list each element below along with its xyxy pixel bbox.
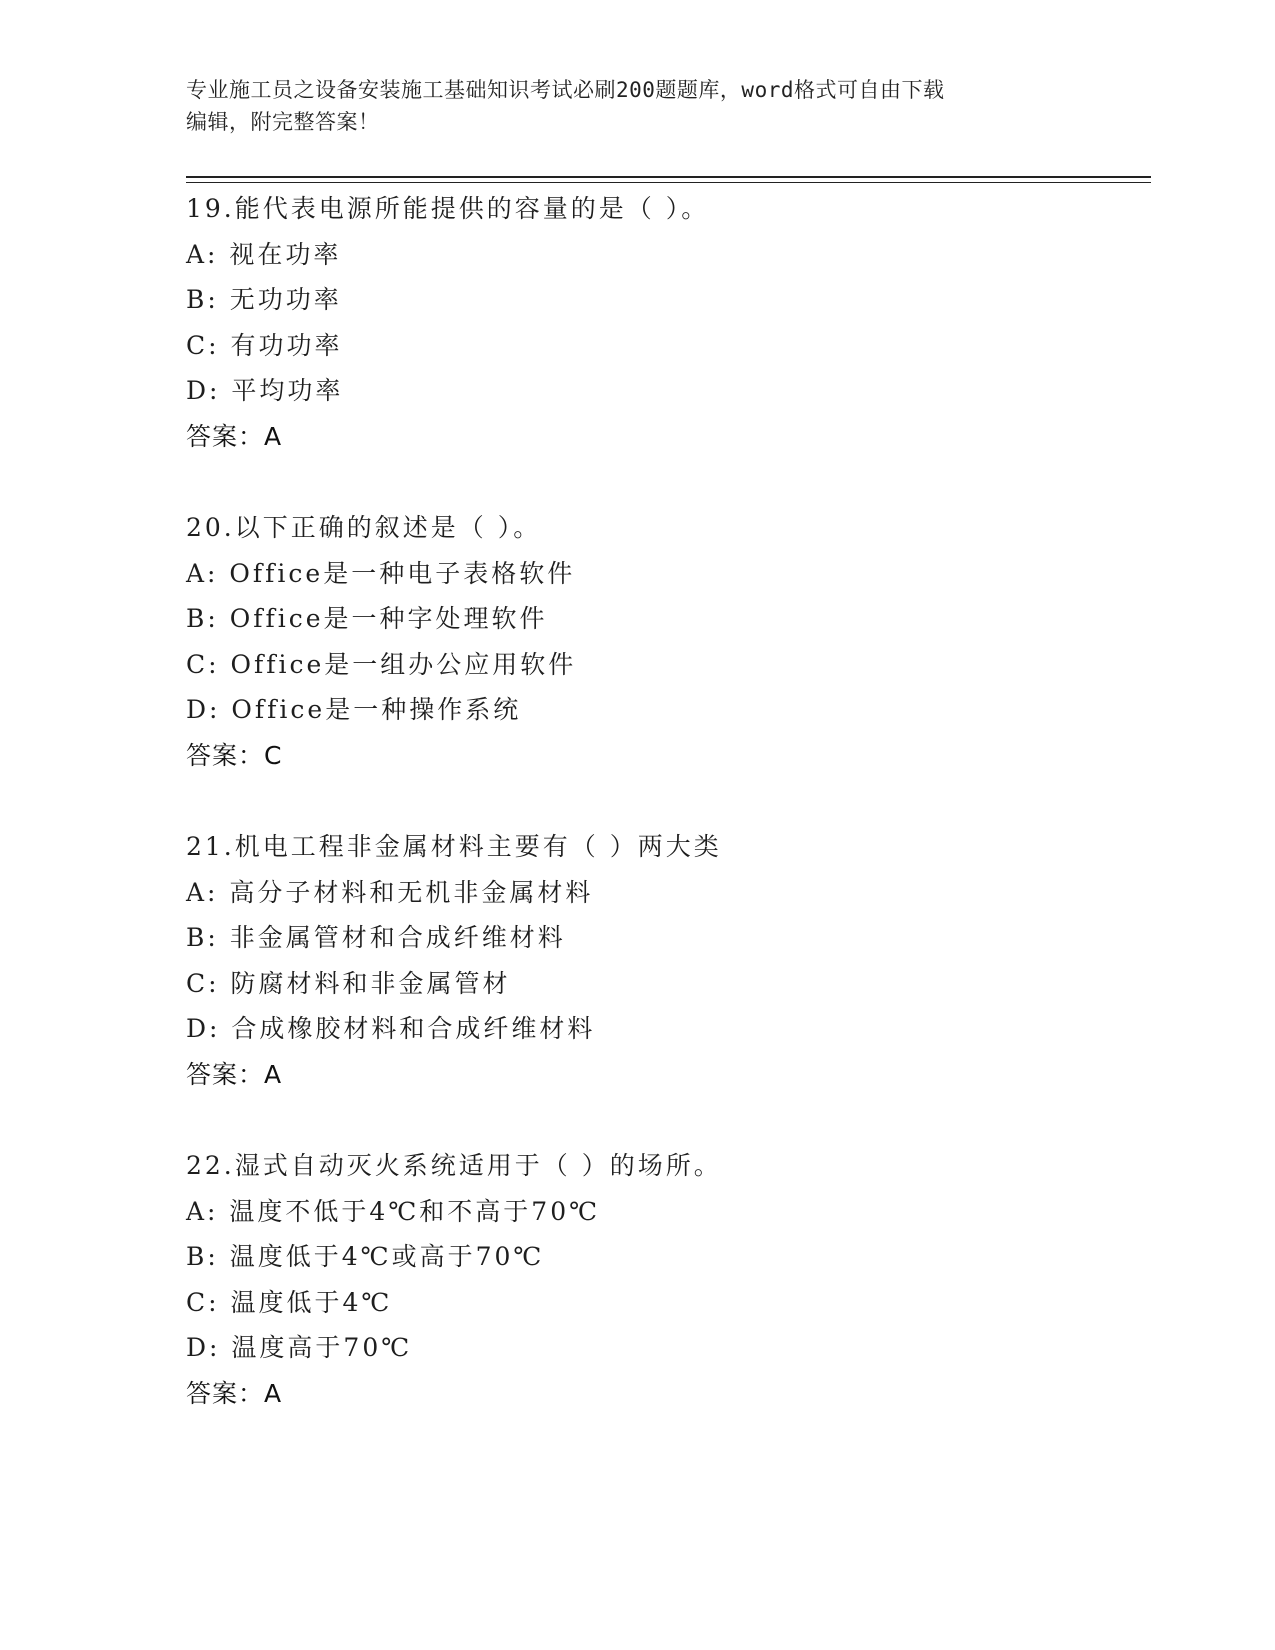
option-b: B: Office是一种字处理软件 [186, 604, 548, 633]
answer-label: 答案： [186, 421, 265, 451]
option-c: C: 防腐材料和非金属管材 [186, 968, 511, 998]
header-divider-thin [186, 182, 1151, 183]
question-stem: 20.以下正确的叙述是（ ）。 [186, 513, 542, 542]
answer-label: 答案： [186, 1059, 265, 1089]
question-stem: 21.机电工程非金属材料主要有（ ）两大类 [186, 832, 722, 861]
question-list [186, 186, 1146, 1462]
answer-value: C [264, 740, 282, 770]
option-c: C: 有功功率 [186, 330, 343, 360]
answer-value: A [264, 421, 282, 451]
header-line-2: 编辑，附完整答案！ [186, 110, 380, 134]
answer-value: A [264, 1059, 282, 1089]
page-header [186, 74, 1066, 138]
question-stem: 22.湿式自动灭火系统适用于（ ）的场所。 [186, 1151, 722, 1180]
header-line-1: 专业施工员之设备安装施工基础知识考试必刷200题题库，word格式可自由下载 [186, 78, 945, 102]
answer-label: 答案： [186, 1378, 265, 1408]
question-20 [186, 505, 1146, 824]
option-b: B: 无功功率 [186, 285, 342, 314]
question-19 [186, 186, 1146, 505]
answer-line [186, 414, 1146, 460]
option-d: D: 平均功率 [186, 376, 344, 405]
option-d: D: 合成橡胶材料和合成纤维材料 [186, 1014, 596, 1043]
option-c: C: 温度低于4℃ [186, 1287, 393, 1317]
option-b: B: 非金属管材和合成纤维材料 [186, 923, 566, 952]
option-a: A: 温度不低于4℃和不高于70℃ [186, 1196, 601, 1226]
answer-line [186, 1371, 1146, 1417]
option-d: D: 温度高于70℃ [186, 1333, 413, 1362]
answer-line [186, 733, 1146, 779]
option-a: A: 视在功率 [186, 239, 342, 269]
option-c: C: Office是一组办公应用软件 [186, 649, 577, 679]
question-21 [186, 824, 1146, 1143]
question-22 [186, 1143, 1146, 1462]
answer-label: 答案： [186, 740, 265, 770]
header-divider-thick [186, 176, 1151, 178]
option-b: B: 温度低于4℃或高于70℃ [186, 1242, 545, 1271]
question-stem: 19.能代表电源所能提供的容量的是（ ）。 [186, 194, 710, 223]
answer-value: A [264, 1378, 282, 1408]
option-a: A: 高分子材料和无机非金属材料 [186, 877, 594, 907]
option-d: D: Office是一种操作系统 [186, 695, 522, 724]
answer-line [186, 1052, 1146, 1098]
option-a: A: Office是一种电子表格软件 [186, 558, 576, 588]
